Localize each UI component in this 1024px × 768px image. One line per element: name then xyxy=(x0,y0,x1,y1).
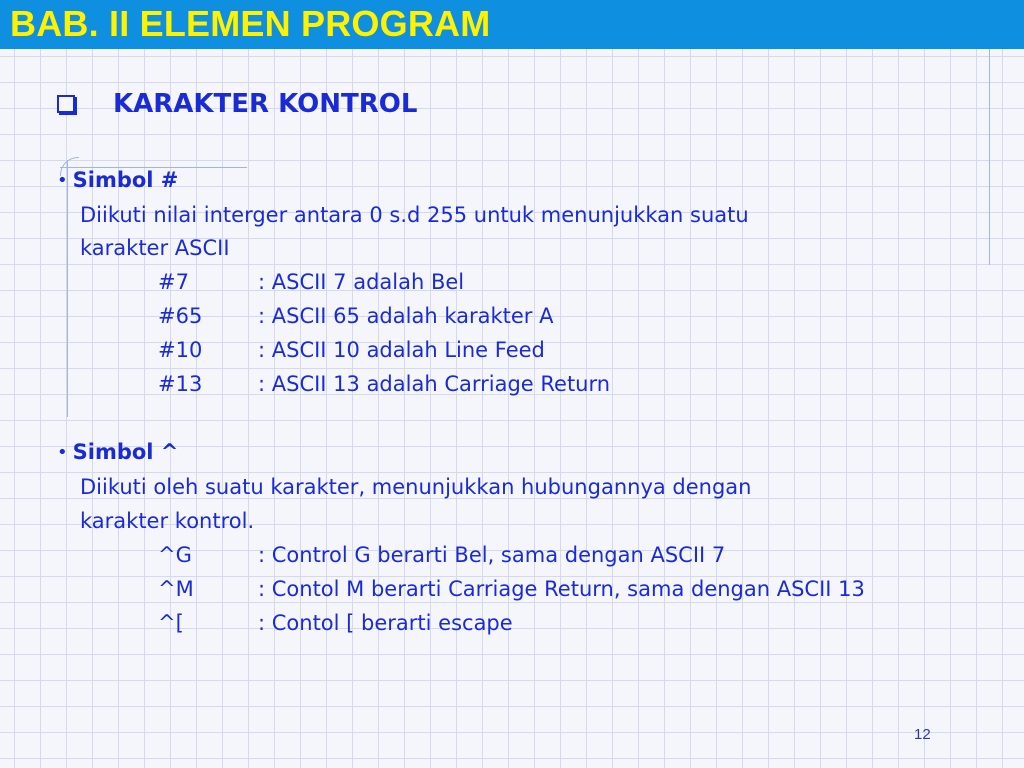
definition-code: ^[ xyxy=(158,611,184,635)
section-heading xyxy=(57,87,417,121)
decorative-right-line xyxy=(989,49,990,265)
definition-code: #65 xyxy=(158,304,203,328)
definition-row xyxy=(158,268,464,296)
description-line: karakter ASCII xyxy=(80,236,230,260)
definition-row xyxy=(158,541,725,569)
definition-desc: : ASCII 13 adalah Carriage Return xyxy=(258,372,611,396)
definition-code: #10 xyxy=(158,338,203,362)
definition-code: ^G xyxy=(158,543,192,567)
definition-desc: : Contol M berarti Carriage Return, sama dengan ASCII 13 xyxy=(258,577,865,601)
slide-title: BAB. II ELEMEN PROGRAM xyxy=(10,3,491,44)
bullet-simbol-caret xyxy=(57,438,178,466)
bullet-icon: • xyxy=(57,441,68,463)
definition-row xyxy=(158,336,545,364)
description-line: karakter kontrol. xyxy=(80,509,255,533)
bullet-title: Simbol ^ xyxy=(72,440,179,464)
decorative-left-line xyxy=(67,160,68,417)
definition-row xyxy=(158,609,513,637)
definition-desc: : Contol [ berarti escape xyxy=(258,611,513,635)
page-number: 12 xyxy=(914,726,931,743)
definition-code: #7 xyxy=(158,270,189,294)
description-line: Diikuti oleh suatu karakter, menunjukkan hubungannya dengan xyxy=(80,475,752,499)
heading-text: KARAKTER KONTROL xyxy=(113,89,418,119)
definition-row xyxy=(158,370,610,398)
definition-desc: : ASCII 7 adalah Bel xyxy=(258,270,465,294)
definition-code: #13 xyxy=(158,372,203,396)
bullet-title: Simbol # xyxy=(72,168,179,192)
definition-desc: : ASCII 65 adalah karakter A xyxy=(258,304,554,328)
description-line: Diikuti nilai interger antara 0 s.d 255 untuk menunjukkan suatu xyxy=(80,203,749,227)
checkbox-icon xyxy=(57,95,75,113)
definition-code: ^M xyxy=(158,577,194,601)
bullet-icon: • xyxy=(57,169,68,191)
definition-row xyxy=(158,302,553,330)
title-bar xyxy=(0,0,1024,49)
bullet-simbol-hash xyxy=(57,166,178,194)
definition-desc: : ASCII 10 adalah Line Feed xyxy=(258,338,545,362)
definition-desc: : Control G berarti Bel, sama dengan ASCII 7 xyxy=(258,543,726,567)
definition-row xyxy=(158,575,865,603)
